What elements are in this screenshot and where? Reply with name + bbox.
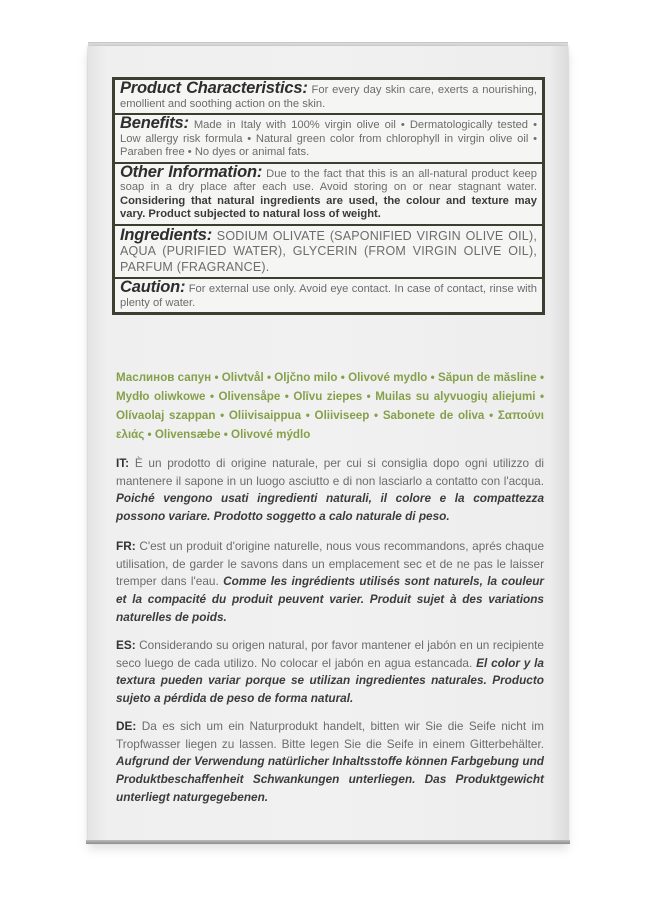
- row-heading: Caution:: [120, 278, 186, 296]
- row-heading: Benefits:: [120, 114, 189, 132]
- row-heading: Product Characteristics:: [120, 79, 308, 97]
- lang-code: FR:: [116, 539, 136, 553]
- row-ingredients: [115, 226, 542, 280]
- characteristics-table: [112, 77, 545, 315]
- row-text: Due to the fact that this is an all-natural product keep soap in a dry place after each use. Avoid storing on or near stagnant water.: [120, 167, 537, 193]
- multilingual-product-names: Маслинов сапун • Olivtvål • Oljčno milo • Olivové mydlo • Săpun de măsline • Mydło oliwkowe • Olivensåpe • Olīvu ziepes • Muilas su alyvuogių aliejumi • Olívaolaj szappan • Oliivisaippua • Oliiviseep • Sabonete de oliva • Σαπούνι ελιάς • Olivensæbe • Olivové mýdlo: [116, 371, 544, 441]
- row-text: SODIUM OLIVATE (SAPONIFIED VIRGIN OLIVE OIL), AQUA (PURIFIED WATER), GLYCERIN (FROM VIRGIN OLIVE OIL), PARFUM (FRAGRANCE).: [120, 228, 537, 274]
- row-bold-text: Considering that natural ingredients are used, the colour and texture may vary. Product subjected to natural loss of weight.: [120, 194, 537, 220]
- row-text: For external use only. Avoid eye contact. In case of contact, rinse with plenty of water.: [120, 283, 537, 309]
- translation-de: [116, 718, 544, 807]
- row-text: Made in Italy with 100% virgin olive oil • Dermatologically tested • Low allergy risk formula • Natural green color from chlorophyll in virgin olive oil • Paraben free • No dyes or animal fats.: [120, 119, 537, 158]
- row-other-information: [115, 164, 542, 226]
- lang-code: IT:: [116, 456, 130, 470]
- lang-emphasis: Aufgrund der Verwendung natürlicher Inhaltsstoffe können Farbgebung und Produktbeschaffenheit Schwankungen unterliegen. Das Produktgewicht unterliegt naturgegebenen.: [116, 754, 544, 804]
- row-heading: Ingredients:: [120, 225, 213, 244]
- lang-emphasis: Comme les ingrédients utilisés sont naturels, la couleur et la compacité du produit peuvent varier. Produit sujet à des variations naturelles de poids.: [116, 574, 544, 624]
- lang-text: È un prodotto di origine naturale, per cui si consiglia dopo ogni utilizzo di mantenere il sapone in un luogo asciutto e di non lasciarlo a contatto con l'acqua.: [116, 456, 544, 488]
- translation-fr: [116, 538, 544, 627]
- lang-code: DE:: [116, 719, 137, 733]
- lang-text: C'est un produit d'origine naturelle, nous vous recommandons, aprés chaque utilisation, de garder le savons dans un emplacement sec et de ne pas le laisser tremper dans l'eau.: [116, 539, 545, 589]
- row-benefits: [115, 115, 542, 164]
- translation-es: [116, 637, 544, 708]
- row-heading: Other Information:: [120, 162, 263, 181]
- row-caution: [115, 279, 542, 312]
- row-text: For every day skin care, exerts a nourishing, emollient and soothing action on the skin.: [120, 84, 538, 110]
- lang-emphasis: Poiché vengono usati ingredienti naturali, il colore e la compattezza possono variare. Prodotto soggetto a calo naturale di peso.: [116, 491, 544, 524]
- box-bottom-edge: [86, 840, 570, 844]
- lang-code: ES:: [116, 638, 136, 652]
- row-product-characteristics: [115, 80, 542, 115]
- lang-text: Da es sich um ein Naturprodukt handelt, bitten wir Sie die Seife nicht im Tropfwasser liegen zu lassen. Bitte legen Sie die Seife in einem Gitterbehälter.: [116, 719, 544, 751]
- lang-emphasis: El color y la textura pueden variar porque se utilizan ingredientes naturales. Producto sujeto a pérdida de peso de forma natural.: [116, 655, 544, 706]
- translation-it: [116, 455, 544, 526]
- lang-text: Considerando su origen natural, por favor mantener el jabón en un recipiente seco luego de cada utilizo. No colocar el jabón en agua estancada.: [116, 638, 544, 670]
